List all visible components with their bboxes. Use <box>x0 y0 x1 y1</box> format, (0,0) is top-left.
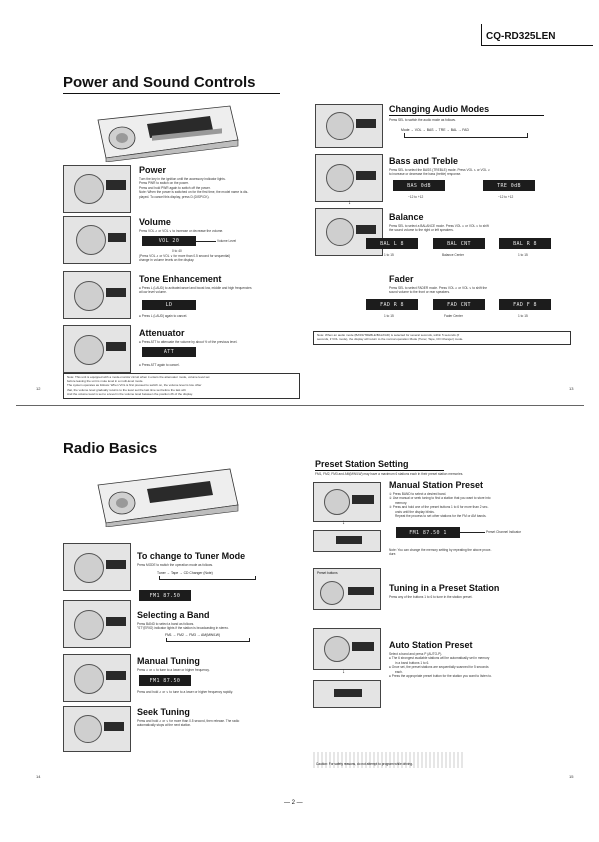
band-heading: Selecting a Band <box>137 610 210 620</box>
note-line: Note: When an audio mode (BASS/TREBLE/BAL/FAD) is selected for several seconds, within 5 seconds (if <box>317 333 460 337</box>
changing-photo <box>315 104 383 148</box>
page-number-13: 13 <box>569 386 574 391</box>
preset-leader-line <box>460 532 485 533</box>
manual-preset-line: ② Use manual or seek tuning to find a station that you want to store into <box>389 496 491 501</box>
section-title-underline <box>63 93 280 94</box>
band-line: Press BAND to select a band as follows. <box>137 622 195 626</box>
bass-text <box>389 168 574 177</box>
bass-photo <box>315 154 383 202</box>
balance-line: the sound volume to the right or left speakers. <box>389 228 454 233</box>
tone-heading: Tone Enhancement <box>139 274 222 284</box>
bass-line: Press SEL to select the BASS (TREBLE) mode. Press VOL ∧ or VOL ∨ <box>389 168 491 172</box>
spread-separator <box>16 405 584 406</box>
fader-caption-center: Fader Center <box>444 314 463 318</box>
auto-preset-line: ● The 6 strongest available stations will be automatically set in memory <box>389 656 490 661</box>
tuner-loop-arrow <box>159 576 256 580</box>
balance-caption-right: 1 to 15 <box>518 253 528 257</box>
note-line: And the volume level is set to a level in the volume level between the position 26 of the display. <box>67 391 193 396</box>
note-line: that, the volume level gradually returns to the level set the last time set before the last will. <box>67 387 187 392</box>
volume-line: (Press VOL ∧ or VOL ∨ for more than 0.5 second for sequential) <box>139 254 231 258</box>
down-arrow-icon: ↓ <box>342 520 345 526</box>
volume-range: 0 to 40 <box>172 249 182 253</box>
note-line: Note: This unit is equipped with a mode-monitor circuit when it enters the attenuator mode, volume level set <box>67 375 210 379</box>
tuning-preset-heading: Tuning in a Preset Station <box>389 583 500 593</box>
manual-preset-line: ③ Press and hold one of the preset buttons 1 to 6 for more than 2 sec- <box>389 505 489 510</box>
power-line: played. To cancel this display, press D (DISP/CK). <box>139 194 210 199</box>
bass-lcd: BAS 0dB <box>393 180 445 191</box>
seek-text <box>137 719 317 728</box>
balance-text <box>389 224 574 233</box>
balance-lcd-center: BAL CNT <box>433 238 485 249</box>
balance-lcd-right: BAL R 8 <box>499 238 551 249</box>
changing-underline <box>389 115 544 116</box>
head-unit-illustration <box>92 100 242 162</box>
manual-tuning-text-2: Press and hold ∧ or ∨ to tune to a lower or higher frequency rapidly. <box>137 690 234 694</box>
manual-preset-photo <box>313 482 381 522</box>
auto-preset-line: Select a band and press P (AUTO-P). <box>389 652 443 656</box>
changing-loop-arrow <box>404 133 528 138</box>
band-text <box>137 622 312 631</box>
power-photo <box>63 165 131 213</box>
manual-preset-line: ① Press BAND to select a desired band. <box>389 492 447 496</box>
changing-text: Press SEL to switch the audio mode as follows. <box>389 118 456 122</box>
bass-heading: Bass and Treble <box>389 156 459 166</box>
radio-head-unit-illustration <box>92 463 242 527</box>
note-line: before leaving the unit is mute level in a multi-level mode. <box>67 379 144 384</box>
seek-photo <box>63 706 131 752</box>
tuning-preset-photo <box>313 568 381 610</box>
auto-preset-heading: Auto Station Preset <box>389 640 473 650</box>
note-line: seconds, if VOL mode), the display will return to the normal operation Mode (Tuner, Tape, CD Changer) mode. <box>317 337 464 342</box>
manual-preset-note <box>389 548 574 557</box>
note-box-left <box>63 373 300 399</box>
volume-level-label: Volume Level <box>217 239 237 243</box>
fader-line: sound volume to the front or rear speakers. <box>389 290 450 295</box>
radio-head-unit-drawing <box>92 463 242 527</box>
tone-photo <box>63 271 131 319</box>
fader-line: Press SEL to select FADER mode. Press VOL ∧ or VOL ∨ to shift the <box>389 286 488 290</box>
head-unit-drawing <box>92 100 242 162</box>
manual-preset-lcd: FM1 87.50 1 <box>396 527 460 538</box>
auto-preset-photo <box>313 628 381 670</box>
seek-line: Press and hold ∧ or ∨ for more than 0.5 second, then release. The radio <box>137 719 240 723</box>
band-flow: FM1 → FM2 → FM3 → AM(MW/LW) <box>165 633 221 637</box>
power-line: Press and hold PWR again to switch off the power. <box>139 185 211 190</box>
manual-tuning-heading: Manual Tuning <box>137 656 200 666</box>
tone-line: at low level volume. <box>139 290 167 295</box>
tuner-text: Press MODE to switch the operation mode as follows. <box>137 563 214 567</box>
volume-heading: Volume <box>139 217 171 227</box>
fader-caption-right: 1 to 15 <box>518 314 528 318</box>
balance-heading: Balance <box>389 212 424 222</box>
caution-text: Caution: For safety reasons, do not attempt to program while driving. <box>316 762 413 766</box>
manual-preset-note-line: Note: You can change the memory setting by repeating the above proce- <box>389 548 492 552</box>
band-loop-arrow <box>166 638 250 642</box>
manual-tuning-lcd: FM1 87.50 <box>139 675 191 686</box>
auto-preset-photo-2 <box>313 680 381 708</box>
changing-heading: Changing Audio Modes <box>389 104 490 114</box>
seek-line: automatically stops at the next station. <box>137 723 192 728</box>
tuner-lcd: FM1 87.50 <box>139 590 191 601</box>
bass-line: to increase or decrease the bass (treble) response. <box>389 172 462 177</box>
fader-text <box>389 286 574 295</box>
down-arrow-icon: ↓ <box>348 200 351 206</box>
fader-lcd-front: FAD F 8 <box>499 299 551 310</box>
auto-preset-line: ● Press the appropriate preset button for the station you want to listen to. <box>389 674 492 679</box>
auto-preset-line: each. <box>395 669 403 674</box>
model-rule-horizontal <box>481 45 593 46</box>
volume-text-2 <box>139 254 309 263</box>
manual-preset-line: onds until the display blinks. <box>395 509 435 514</box>
page-number-14: 14 <box>36 774 41 779</box>
auto-preset-text <box>389 652 574 678</box>
attenuator-text-1: ● Press ATT to attenuate the volume by about ½ of the previous level. <box>139 340 238 344</box>
fader-heading: Fader <box>389 274 414 284</box>
manual-preset-text <box>389 492 574 518</box>
volume-text-1: Press VOL ∧ or VOL ∨ to increase or decrease the volume. <box>139 229 224 233</box>
preset-buttons-label: Preset buttons <box>317 571 338 575</box>
power-line: Press PWR to switch on the power. <box>139 181 189 186</box>
changing-mode-flow: Mode → VOL → BAS → TRE → BAL → FAD <box>401 128 469 132</box>
model-number: CQ-RD325LEN <box>486 31 556 42</box>
treble-range: −12 to +12 <box>498 195 514 199</box>
section-title-power-sound: Power and Sound Controls <box>63 74 256 91</box>
volume-line: change in volume levels on the display. <box>139 258 195 263</box>
attenuator-lcd: ATT <box>142 347 196 357</box>
manual-preset-line: memory. <box>395 500 408 505</box>
manual-preset-note-line: dure. <box>389 552 397 557</box>
manual-preset-line: Repeat the process to set other stations for the FM or AM bands. <box>395 514 487 519</box>
tone-text-2: ● Press L (LAUD) again to cancel. <box>139 314 188 318</box>
bass-range: −12 to +12 <box>408 195 424 199</box>
power-line: Note: When the power is switched on for the first time, the model name is dis- <box>139 190 249 195</box>
auto-preset-line: ● Once set, the preset stations are sequentially scanned for 5 seconds <box>389 665 489 670</box>
preset-setting-underline <box>315 470 444 471</box>
preset-channel-label: Preset Channel Indicator <box>486 530 522 534</box>
tone-line: ● Press L (LAUD) to activate/cancel and boost low, middle and high frequencies <box>139 286 252 290</box>
section-title-radio-basics: Radio Basics <box>63 440 158 457</box>
model-rule-vertical <box>481 24 482 46</box>
footer-page-number: — 2 — <box>284 800 303 806</box>
tuner-photo <box>63 543 131 591</box>
seek-heading: Seek Tuning <box>137 707 190 717</box>
page-number-12: 12 <box>36 386 41 391</box>
power-line: Turn the key in the ignition until the accessory indicator lights. <box>139 177 226 181</box>
fader-caption-left: 1 to 15 <box>384 314 394 318</box>
tuning-preset-text: Press any of the buttons 1 to 6 to tune in the station preset. <box>389 595 473 599</box>
tone-lcd: LD <box>142 300 196 310</box>
manual-tuning-text-1: Press ∧ or ∨ to tune to a lower or higher frequency. <box>137 668 210 672</box>
band-photo <box>63 600 131 648</box>
fader-lcd-rear: FAD R 8 <box>366 299 418 310</box>
tone-text-1 <box>139 286 309 295</box>
auto-preset-line: in a band buttons 1 to 6. <box>395 660 430 665</box>
attenuator-heading: Attenuator <box>139 328 185 338</box>
power-text <box>139 177 304 199</box>
tuner-mode-flow: Tuner → Tape → CD Changer (Note) <box>157 571 213 575</box>
manual-tuning-photo <box>63 654 131 702</box>
balance-line: Press SEL to select a BALANCE mode. Press VOL ∧ or VOL ∨ to shift <box>389 224 489 228</box>
volume-leader-line <box>196 241 216 242</box>
page-number-15: 15 <box>569 774 574 779</box>
manual-preset-photo-2 <box>313 530 381 552</box>
attenuator-text-2: ● Press ATT again to cancel. <box>139 363 180 367</box>
power-heading: Power <box>139 165 167 175</box>
note-line: The system operates as follows: When VOL is first pressed to switch on, the volume level is low. After <box>67 383 202 388</box>
manual-preset-heading: Manual Station Preset <box>389 480 484 490</box>
preset-setting-text: FM1, FM2, FM3 and AM(MW/LW) may have a maximum 6 stations each in their preset station memories. <box>315 472 464 476</box>
balance-caption-center: Balance Center <box>442 253 464 257</box>
volume-lcd: VOL 20 <box>142 236 196 246</box>
fader-lcd-center: FAD CNT <box>433 299 485 310</box>
note-box-right <box>313 331 571 345</box>
down-arrow-icon: ↓ <box>342 669 345 675</box>
balance-caption-left: 1 to 15 <box>384 253 394 257</box>
treble-lcd: TRE 0dB <box>483 180 535 191</box>
volume-photo <box>63 216 131 264</box>
attenuator-photo <box>63 325 131 373</box>
band-line: "ST"(ERIO) indicator lights if the station is broadcasting in stereo. <box>137 626 229 631</box>
tuner-heading: To change to Tuner Mode <box>137 551 246 561</box>
preset-setting-heading: Preset Station Setting <box>315 459 409 469</box>
balance-lcd-left: BAL L 8 <box>366 238 418 249</box>
